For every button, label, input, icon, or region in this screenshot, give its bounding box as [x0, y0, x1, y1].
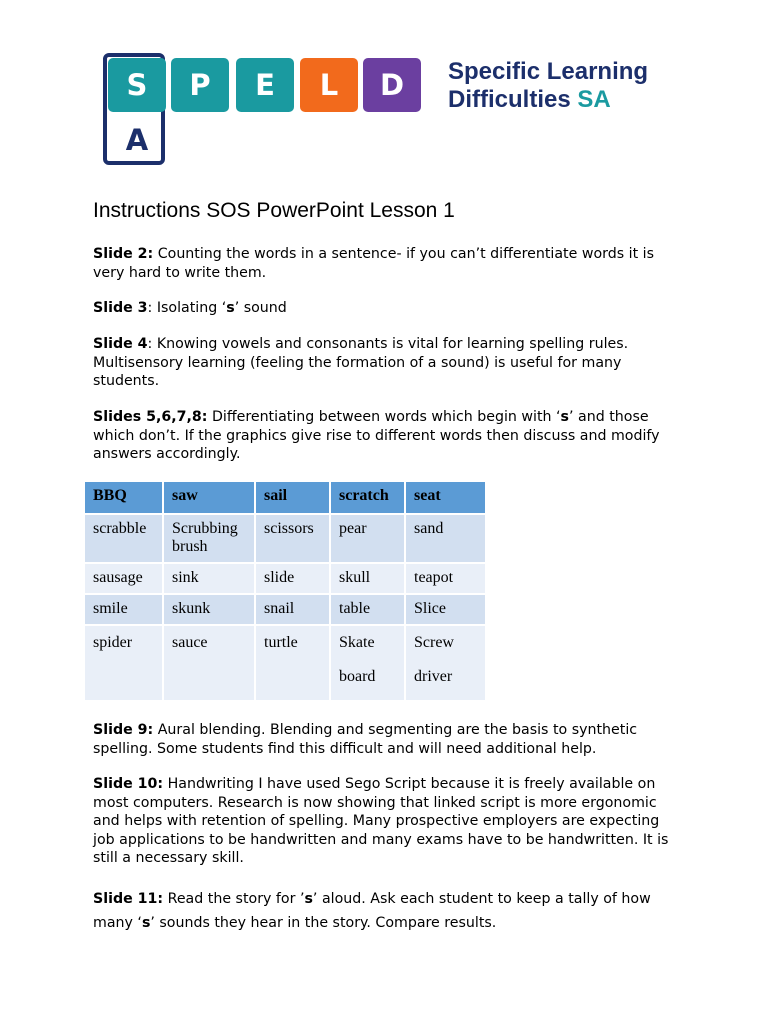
table-cell: Screw driver [406, 626, 485, 700]
slide-3-text-a: : Isolating ‘ [147, 300, 227, 316]
slides-5-8-text-b: ’ and those which don’t. If the graphics give rise to different words then discuss and modify answers accordingly. [93, 409, 660, 462]
table-header-cell: sail [256, 482, 329, 513]
organisation-name [448, 58, 688, 114]
slide-4-text: : Knowing vowels and consonants is vital for learning spelling rules. Multisensory learning (feeling the formation of a sound) is useful for many students. [93, 336, 629, 389]
slide-11-paragraph [93, 887, 683, 935]
slide-11-label: Slide 11: [93, 891, 164, 907]
table-cell: Slice [406, 595, 485, 624]
slide-2-paragraph [93, 245, 683, 282]
slide-3-text-b: ’ sound [234, 300, 287, 316]
table-cell: snail [256, 595, 329, 624]
table-row [85, 626, 485, 700]
table-header-cell: seat [406, 482, 485, 513]
slide-3-paragraph [93, 299, 683, 318]
table-cell: sauce [164, 626, 254, 700]
table-cell: turtle [256, 626, 329, 700]
table-cell: scrabble [85, 515, 162, 562]
table-cell: skunk [164, 595, 254, 624]
slide-2-label: Slide 2: [93, 246, 154, 262]
slide-3-s: s [226, 300, 235, 316]
slide-11-s1: s [304, 891, 313, 907]
word-table [83, 480, 487, 702]
slide-4-label: Slide 4 [93, 336, 148, 352]
table-header-cell: scratch [331, 482, 404, 513]
table-row [85, 595, 485, 624]
table-cell: sand [406, 515, 485, 562]
slide-2-text: Counting the words in a sentence- if you can’t differentiate words it is very hard to write them. [93, 246, 654, 281]
table-header-cell: saw [164, 482, 254, 513]
logo-tile-a: A [125, 123, 149, 157]
table-header-row [85, 482, 485, 513]
page-title: Instructions SOS PowerPoint Lesson 1 [93, 199, 455, 222]
table-cell: table [331, 595, 404, 624]
speld-logo [103, 53, 683, 173]
slide-10-label: Slide 10: [93, 776, 164, 792]
table-cell: scissors [256, 515, 329, 562]
logo-tile-l: L [300, 58, 358, 112]
table-cell: Scrubbing brush [164, 515, 254, 562]
table-cell: pear [331, 515, 404, 562]
table-cell: slide [256, 564, 329, 593]
slide-3-label: Slide 3 [93, 300, 148, 316]
slide-10-paragraph [93, 775, 683, 868]
slides-5-8-s: s [560, 409, 569, 425]
slide-10-text: Handwriting I have used Sego Script because it is freely available on most computers. Research is now showing that linked script is more ergonomic and helps with retention of spelling. Many prospective employers are expecting job applications to be handwritten and many exams have to be handwritten. It is still a necessary skill. [93, 776, 669, 866]
slide-4-paragraph [93, 335, 683, 391]
slide-11-text-a: Read the story for ’ [163, 891, 305, 907]
slide-9-paragraph [93, 721, 683, 758]
logo-tile-d: D [363, 58, 421, 112]
table-row [85, 515, 485, 562]
slide-11-s2: s [141, 915, 151, 931]
org-name-line1: Specific Learning [448, 58, 649, 85]
logo-tile-s: S [108, 58, 166, 112]
slides-5-8-label: Slides 5,6,7,8: [93, 409, 208, 425]
slides-5-8-paragraph [93, 408, 683, 464]
org-name-sa: SA [577, 86, 611, 113]
table-row [85, 564, 485, 593]
org-name-line2 [448, 86, 688, 114]
table-cell: Skate board [331, 626, 404, 700]
slide-11-text-b: ’ aloud. Ask each student to keep a tally of how many ‘ [93, 891, 651, 931]
slide-9-label: Slide 9: [93, 722, 154, 738]
logo-tile-e: E [236, 58, 294, 112]
logo-tile-p: P [171, 58, 229, 112]
table-cell: smile [85, 595, 162, 624]
table-cell: sink [164, 564, 254, 593]
slide-11-text-c: ’ sounds they hear in the story. Compare results. [150, 915, 497, 931]
slides-5-8-text-a: Differentiating between words which begin with ‘ [207, 409, 561, 425]
table-cell: teapot [406, 564, 485, 593]
table-header-cell: BBQ [85, 482, 162, 513]
table-cell: sausage [85, 564, 162, 593]
table-cell: skull [331, 564, 404, 593]
table-cell: spider [85, 626, 162, 700]
slide-9-text: Aural blending. Blending and segmenting are the basis to synthetic spelling. Some students find this difficult and will need additional help. [93, 722, 638, 757]
org-name-difficulties: Difficulties [448, 86, 571, 113]
